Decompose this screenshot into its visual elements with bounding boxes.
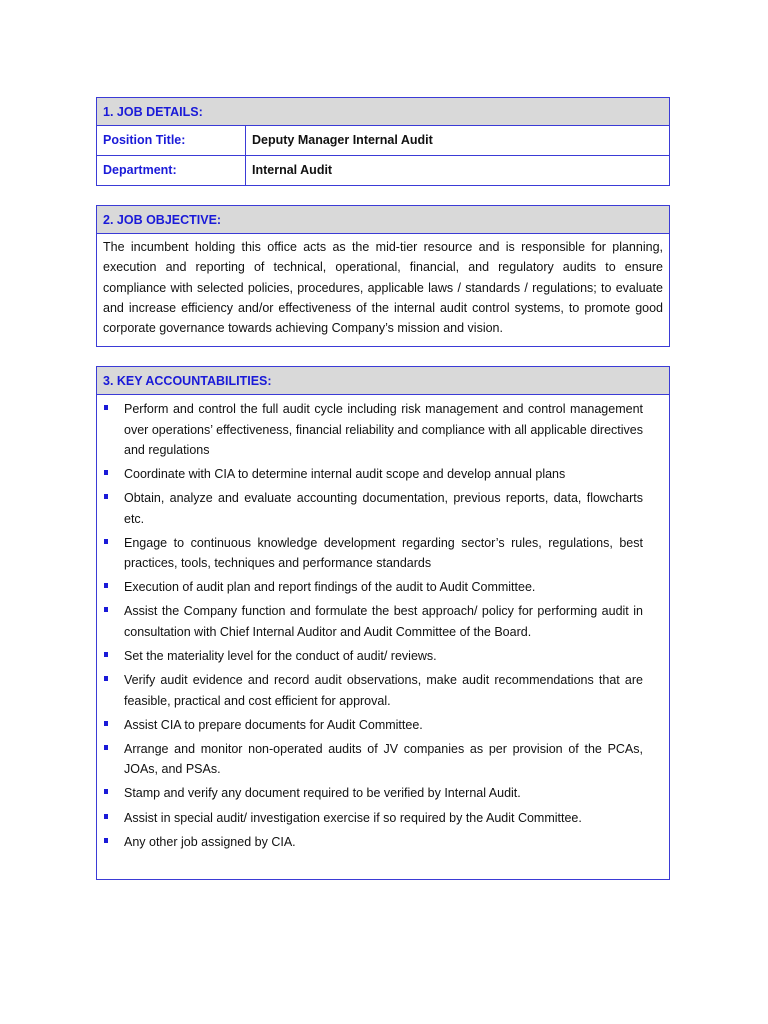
list-item-text: Any other job assigned by CIA.	[124, 834, 296, 849]
square-bullet-icon	[104, 583, 108, 588]
square-bullet-icon	[104, 405, 108, 410]
list-item-text: Assist in special audit/ investigation exercise if so required by the Audit Committee.	[124, 810, 582, 825]
list-item-text: Assist the Company function and formulate the best approach/ policy for performing audit in consultation with Chief Internal Auditor and Audit Committee of the Board.	[124, 604, 643, 639]
key-accountabilities-header: 3. KEY ACCOUNTABILITIES:	[97, 367, 669, 395]
list-item-text: Arrange and monitor non-operated audits of JV companies as per provision of the PCAs, JOAs, and PSAs.	[124, 741, 643, 777]
position-title-label: Position Title:	[97, 126, 246, 155]
list-item-text: Obtain, analyze and evaluate accounting documentation, previous reports, data, flowcharts etc.	[124, 491, 643, 526]
list-item-text: Assist CIA to prepare documents for Audit Committee.	[124, 717, 423, 732]
list-item	[97, 670, 669, 711]
list-item	[97, 399, 669, 461]
square-bullet-icon	[104, 789, 108, 794]
job-details-section	[96, 97, 670, 186]
list-item	[97, 646, 669, 667]
job-details-header: 1. JOB DETAILS:	[97, 98, 669, 126]
department-row	[97, 156, 669, 185]
department-label: Department:	[97, 156, 246, 185]
list-item-text: Stamp and verify any document required to be verified by Internal Audit.	[124, 786, 521, 801]
square-bullet-icon	[104, 652, 108, 657]
list-item-text: Perform and control the full audit cycle including risk management and control management over operations’ effectiveness, financial reliability and compliance with all applicable directives and regulations	[124, 402, 643, 457]
list-item	[97, 739, 669, 780]
list-item	[97, 601, 669, 642]
key-accountabilities-section	[96, 366, 670, 880]
square-bullet-icon	[104, 814, 108, 819]
job-objective-header: 2. JOB OBJECTIVE:	[97, 206, 669, 234]
list-item	[97, 783, 669, 804]
position-title-value: Deputy Manager Internal Audit	[252, 133, 433, 147]
list-item-text: Set the materiality level for the conduct of audit/ reviews.	[124, 649, 437, 664]
department-value: Internal Audit	[252, 163, 333, 177]
list-item	[97, 577, 669, 598]
square-bullet-icon	[104, 470, 108, 475]
list-item	[97, 488, 669, 529]
square-bullet-icon	[104, 494, 108, 499]
list-item-text: Verify audit evidence and record audit observations, make audit recommendations that are feasible, practical and cost efficient for approval.	[124, 673, 643, 708]
square-bullet-icon	[104, 721, 108, 726]
list-item	[97, 808, 669, 829]
list-item-text: Execution of audit plan and report findings of the audit to Audit Committee.	[124, 580, 536, 595]
square-bullet-icon	[104, 539, 108, 544]
list-item	[97, 533, 669, 574]
job-objective-section	[96, 205, 670, 347]
square-bullet-icon	[104, 676, 108, 681]
square-bullet-icon	[104, 838, 108, 843]
accountabilities-list	[97, 395, 669, 852]
list-item	[97, 832, 669, 853]
list-item	[97, 464, 669, 485]
list-item-text: Engage to continuous knowledge development regarding sector’s rules, regulations, best practices, tools, techniques and performance standards	[124, 535, 643, 571]
square-bullet-icon	[104, 745, 108, 750]
job-objective-text: The incumbent holding this office acts as the mid-tier resource and is responsible for planning, execution and reporting of technical, operational, financial, and regulatory audits to ensure compliance with selected policies, procedures, applicable laws / standards / regulations; to evaluate and increase efficiency and/or effectiveness of the internal audit control systems, to promote good corporate governance towards achieving Company’s mission and vision.	[103, 240, 663, 336]
position-title-row	[97, 126, 669, 156]
list-item-text: Coordinate with CIA to determine internal audit scope and develop annual plans	[124, 467, 566, 482]
list-item	[97, 715, 669, 736]
square-bullet-icon	[104, 607, 108, 612]
